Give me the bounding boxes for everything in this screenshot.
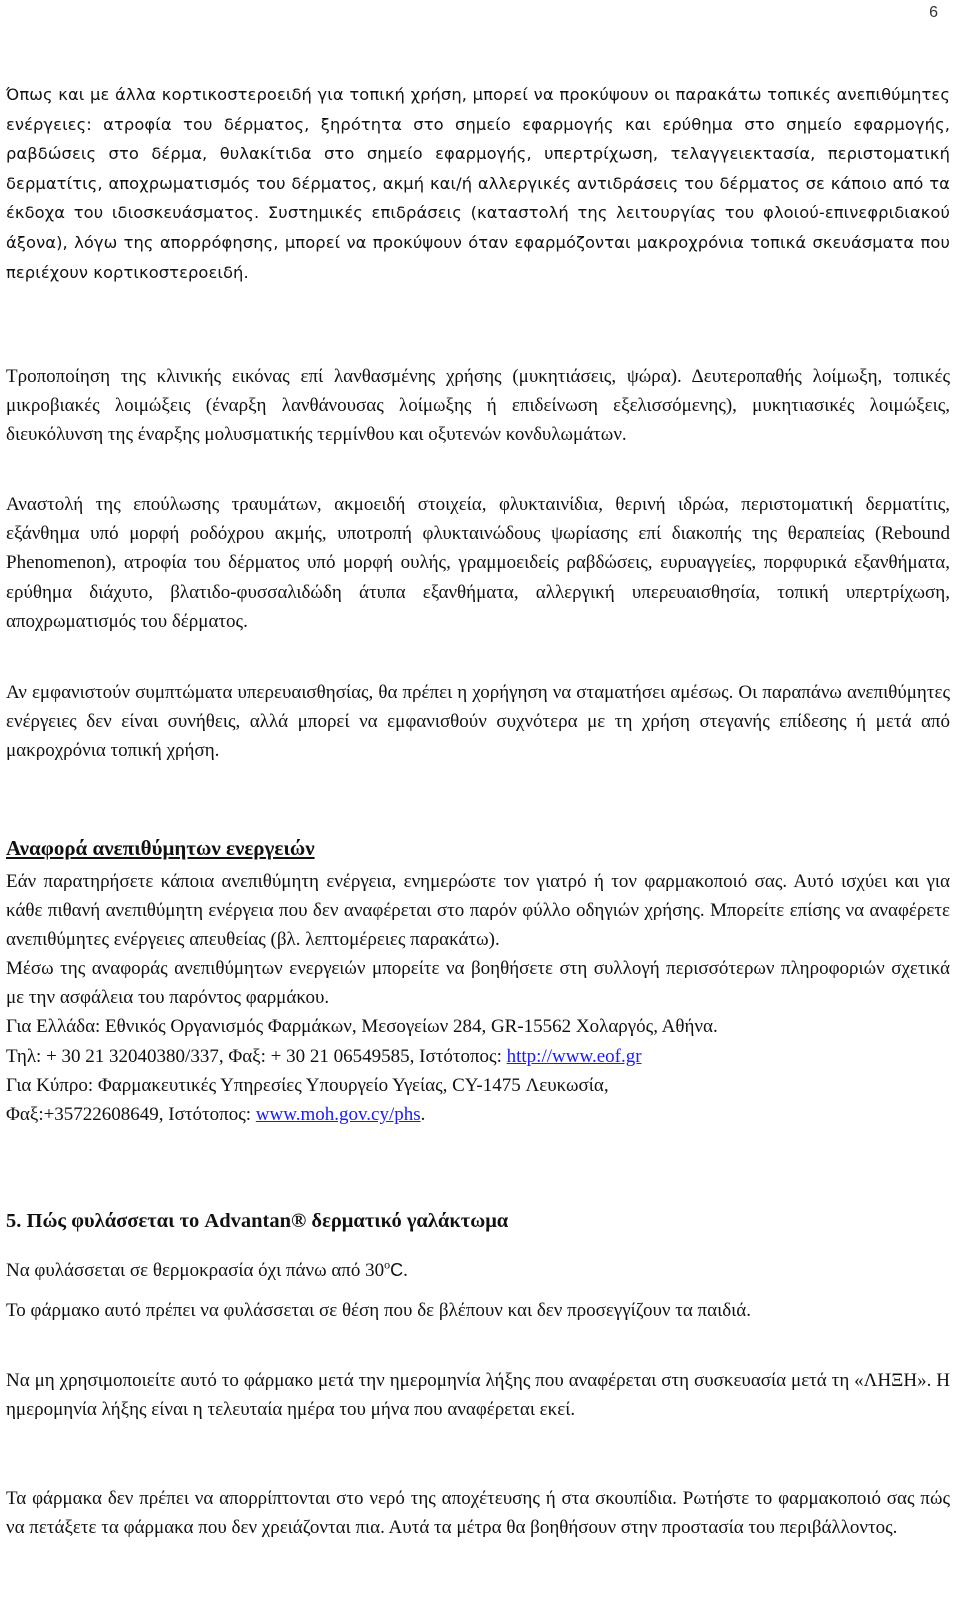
page-number: 6 bbox=[929, 4, 938, 21]
eof-link[interactable]: http://www.eof.gr bbox=[506, 1045, 642, 1067]
cyprus-end-punct: . bbox=[420, 1103, 426, 1125]
storage-temperature bbox=[6, 1256, 950, 1285]
storage-children: Το φάρμακο αυτό πρέπει να φυλάσσεται σε θέση που δε βλέπουν και δεν προσεγγίζουν τα παιδιά. bbox=[6, 1300, 751, 1321]
side-effects-paragraph-3: Αναστολή της επούλωσης τραυμάτων, ακμοειδή στοιχεία, φλυκταινίδια, θερινή ιδρώα, περιστοματική δερματίτις, εξάνθημα υπό μορφή ροδόχρου ακμής, υποτροπή φλυκταινώδους ψωρίασης επί διακοπής της θεραπείας (Rebound Phenomenon), ατροφία του δέρματος υπό μορφή ουλής, γραμμοειδείς ραβδώσεις, ευρυαγγείες, πορφυρικά εξανθήματα, ερύθημα διάχυτο, βλατιδο-φυσσαλιδώδη άτυπα εξανθήματα, αλλεργική υπερευαισθησία, τοπική υπερτρίχωση, αποχρωματισμός του δέρματος. bbox=[6, 494, 950, 632]
side-effects-paragraph-1: Όπως και με άλλα κορτικοστεροειδή για τοπική χρήση, μπορεί να προκύψουν οι παρακάτω τοπικές ανεπιθύμητες ενέργειες: ατροφία του δέρματος, ξηρότητα στο σημείο εφαρμογής και ερύθημα στο σημείο εφαρμογής, ραβδώσεις στο δέρμα, θυλακίτιδα στο σημείο εφαρμογής, υπερτρίχωση, τελαγγειεκτασία, περιστοματική δερματίτις, αποχρωματισμός του δέρματος, ακμή και/ή αλλεργικές αντιδράσεις του δέρματος σε κάποιο από τα έκδοχα του ιδιοσκευάσματος. Συστημικές επιδράσεις (καταστολή της λειτουργίας του φλοιού-επινεφριδιακού άξονα), λόγω της απορρόφησης, μπορεί να προκύψουν όταν εφαρμόζονται μακροχρόνια τοπικά σκευάσματα που περιέχουν κορτικοστεροειδή. bbox=[6, 85, 950, 282]
temperature-text: Να φυλάσσεται σε θερμοκρασία όχι πάνω από 30 bbox=[6, 1260, 385, 1281]
reporting-text-1: Εάν παρατηρήσετε κάποια ανεπιθύμητη ενέργεια, ενημερώστε τον γιατρό ή τον φαρμακοποιό σας. Αυτό ισχύει και για κάθε πιθανή ανεπιθύμητη ενέργεια που δεν αναφέρεται στο παρόν φύλλο οδηγιών χρήσης. Μπορείτε επίσης να αναφέρετε ανεπιθύμητες ενέργειες απευθείας (βλ. λεπτομέρειες παρακάτω). bbox=[6, 871, 950, 951]
moh-link[interactable]: www.moh.gov.cy/phs bbox=[255, 1103, 421, 1125]
storage-expiry: Να μη χρησιμοποιείτε αυτό το φάρμακο μετά την ημερομηνία λήξης που αναφέρεται στη συσκευασία μετά τη «ΛΗΞΗ». Η ημερομηνία λήξης είναι η τελευταία ημέρα του μήνα που αναφέρεται εκεί. bbox=[6, 1370, 950, 1421]
cyprus-contact: Για Κύπρο: Φαρμακευτικές Υπηρεσίες Υπουργείο Υγείας, CY-1475 Λευκωσία, bbox=[6, 1074, 609, 1096]
side-effects-paragraph-2: Τροποποίηση της κλινικής εικόνας επί λανθασμένης χρήσης (μυκητιάσεις, ψώρα). Δευτεροπαθής λοίμωξη, τοπικές μικροβιακές λοιμώξεις (έναρξη λανθάνουσας λοίμωξης ή επιδείνωση εξελισσόμενης), μυκητιασικές λοιμώξεις, διευκόλυνση της έναρξης μολυσματικής τερμίνθου και οξυτενών κονδυλωμάτων. bbox=[6, 366, 950, 446]
cyprus-fax-line bbox=[6, 1100, 950, 1129]
degree-sign: o bbox=[384, 1257, 391, 1272]
greece-phone-text: Τηλ: + 30 21 32040380/337, Φαξ: + 30 21 06549585, Ιστότοπος: bbox=[6, 1045, 507, 1067]
greece-contact: Για Ελλάδα: Εθνικός Οργανισμός Φαρμάκων, Μεσογείων 284, GR-15562 Χολαργός, Αθήνα. bbox=[6, 1016, 718, 1038]
storage-disposal: Τα φάρμακα δεν πρέπει να απορρίπτονται στο νερό της αποχέτευσης ή στα σκουπίδια. Ρωτήστε το φαρμακοποιό σας πώς να πετάξετε τα φάρμακα που δεν χρειάζονται πια. Αυτά τα μέτρα θα βοηθήσουν στην προστασία του περιβάλλοντος. bbox=[6, 1488, 950, 1539]
reporting-heading: Αναφορά ανεπιθύμητων ενεργειών bbox=[6, 836, 315, 860]
storage-heading: 5. Πώς φυλάσσεται το Advantan® δερματικό γαλάκτωμα bbox=[6, 1210, 509, 1232]
cyprus-fax-text: Φαξ:+35722608649, Ιστότοπος: bbox=[6, 1103, 256, 1125]
side-effects-paragraph-4: Αν εμφανιστούν συμπτώματα υπερευαισθησίας, θα πρέπει η χορήγηση να σταματήσει αμέσως. Οι παραπάνω ανεπιθύμητες ενέργειες δεν είναι συνήθεις, αλλά μπορεί να εμφανισθούν συχνότερα με τη χρήση στεγανής επίδεσης ή μετά από μακροχρόνια τοπική χρήση. bbox=[6, 682, 950, 762]
temperature-end: . bbox=[403, 1260, 408, 1281]
greece-phone-line bbox=[6, 1042, 950, 1071]
celsius-unit: C bbox=[390, 1260, 404, 1280]
reporting-section bbox=[6, 867, 950, 1129]
reporting-text-2: Μέσω της αναφοράς ανεπιθύμητων ενεργειών μπορείτε να βοηθήσετε στη συλλογή περισσότερων πληροφοριών σχετικά με την ασφάλεια του παρόντος φαρμάκου. bbox=[6, 958, 950, 1009]
